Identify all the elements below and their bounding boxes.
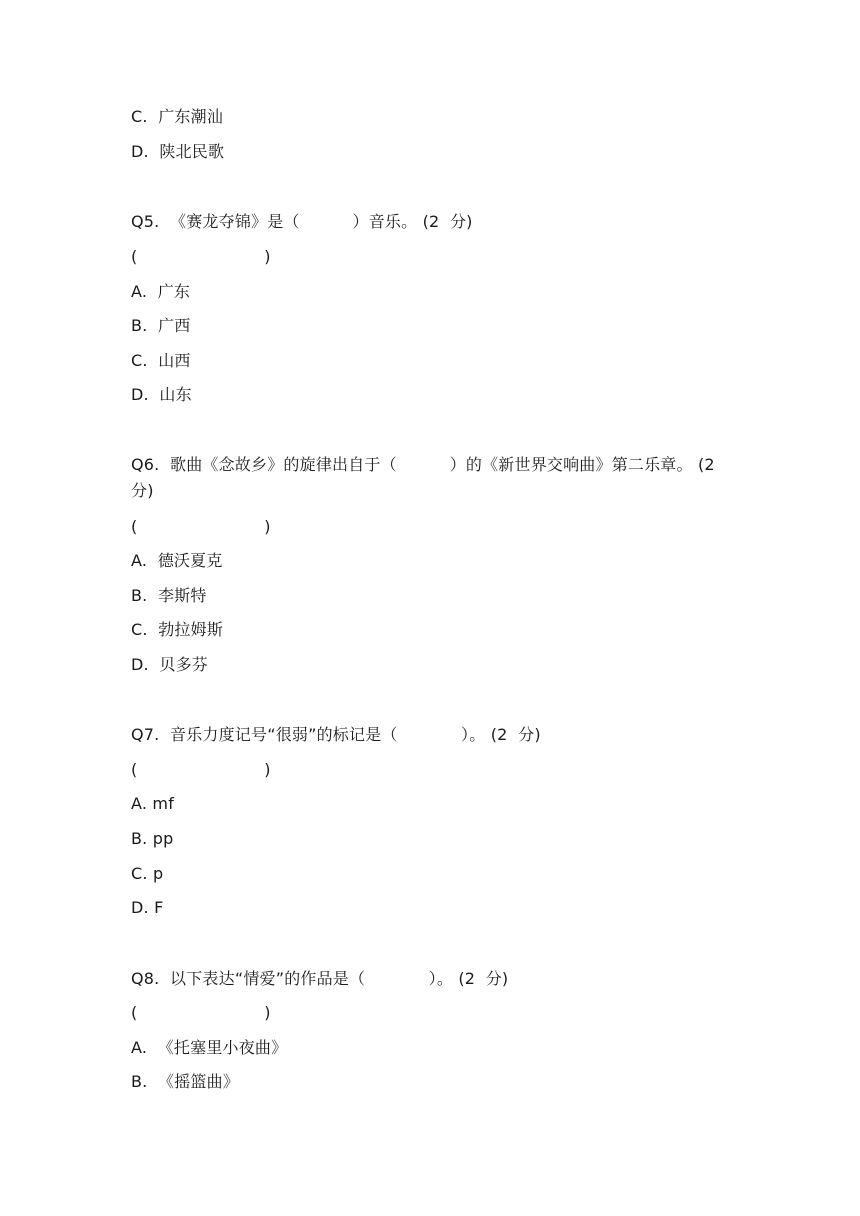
option-c: C. 广东潮汕 [131, 107, 224, 126]
option-b: B. 广西 [131, 316, 191, 335]
answer-blank: ( ) [131, 1003, 271, 1022]
option-b: B. pp [131, 829, 174, 848]
option-b: B. 李斯特 [131, 586, 207, 605]
option-a: A. mf [131, 794, 175, 813]
question-prompt: Q6. 歌曲《念故乡》的旋律出自于（ ）的《新世界交响曲》第二乐章。 (2 分) [131, 455, 721, 500]
question-prompt: Q7. 音乐力度记号“很弱”的标记是（ ）。 (2 分) [131, 725, 541, 744]
option-a: A. 《托塞里小夜曲》 [131, 1038, 288, 1057]
answer-blank: ( ) [131, 247, 271, 266]
option-d: D. 山东 [131, 385, 192, 404]
question-prompt: Q5. 《赛龙夺锦》是（ ）音乐。 (2 分) [131, 212, 473, 231]
option-c: C. 山西 [131, 351, 191, 370]
question-prompt: Q8. 以下表达“情爱”的作品是（ ）。 (2 分) [131, 969, 509, 988]
option-d: D. 贝多芬 [131, 655, 208, 674]
answer-blank: ( ) [131, 760, 271, 779]
option-c: C. 勃拉姆斯 [131, 620, 224, 639]
option-c: C. p [131, 864, 164, 883]
option-a: A. 广东 [131, 282, 191, 301]
answer-blank: ( ) [131, 517, 271, 536]
option-b: B. 《摇篮曲》 [131, 1072, 240, 1091]
option-a: A. 德沃夏克 [131, 551, 223, 570]
option-d: D. 陕北民歌 [131, 142, 225, 161]
option-d: D. F [131, 898, 164, 917]
